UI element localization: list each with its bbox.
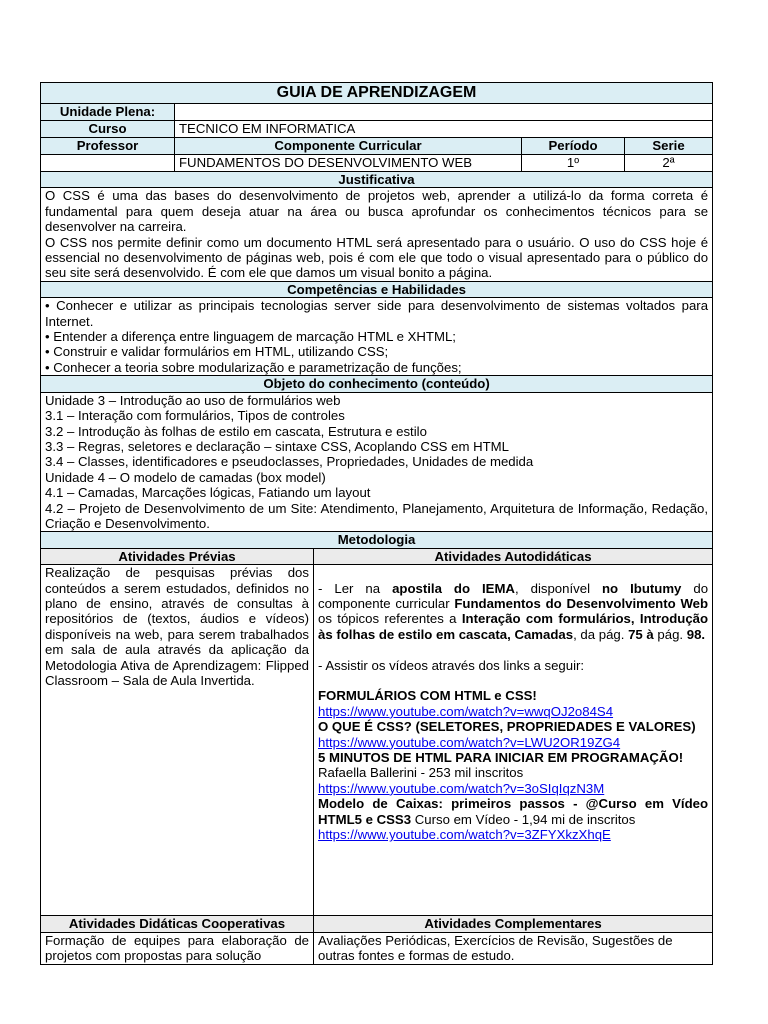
competencias-body (41, 298, 713, 376)
page-end-emphasis: 98. (686, 626, 706, 642)
competencias-heading: Competências e Habilidades (41, 281, 713, 297)
video-title: Modelo de Caixas: primeiros passos - @Curso em Vídeo HTML5 e CSS3 (318, 796, 709, 827)
justificativa-body (41, 188, 713, 281)
unidade-value (175, 104, 713, 121)
page-start-emphasis: 75 à (628, 626, 654, 642)
apostila-emphasis: apostila do IEMA (392, 580, 515, 596)
component-emphasis: Fundamentos do Desenvolvimento Web (454, 595, 709, 611)
serie-value: 2ª (625, 155, 713, 172)
conteudo-line: 3.3 – Regras, seletores e declaração – sintaxe CSS, Acoplando CSS em HTML (45, 438, 509, 454)
reading-instruction (318, 581, 708, 643)
professor-label: Professor (41, 138, 175, 155)
competencia-item: • Conhecer e utilizar as principais tecnologias server side para desenvolvimento de sistemas voltados para Internet. (45, 298, 709, 329)
reading-text: os tópicos referentes a (318, 611, 462, 627)
justificativa-paragraph-1: O CSS é uma das bases do desenvolvimento de projetos web, aprender a utilizá-lo da forma correta é fundamental para quem deseja atuar na área ou busca aprofundar os conhecimentos técnicos para se desenvolver na carreira. (45, 188, 709, 235)
reading-text: pág. (653, 626, 687, 642)
atividades-cooperativas-text: Formação de equipes para elaboração de projetos com propostas para solução (41, 932, 314, 964)
reading-text: , da pág. (573, 626, 629, 642)
justificativa-heading: Justificativa (41, 172, 713, 188)
video-title: FORMULÁRIOS COM HTML e CSS! (318, 688, 537, 704)
competencia-item: • Entender a diferença entre linguagem de marcação HTML e XHTML; (45, 329, 456, 345)
learning-guide-document (40, 82, 712, 966)
guide-table (40, 82, 713, 965)
topics-emphasis: Interação com formulários, Introdução às folhas de estilo em cascata, Camadas (318, 611, 709, 642)
conteudo-line: 4.2 – Projeto de Desenvolvimento de um Site: Atendimento, Planejamento, Arquitetura de Informação, Redação, Criação e Desenvolvimento. (45, 500, 709, 531)
atividades-autodidaticas-heading: Atividades Autodidáticas (314, 548, 713, 564)
conteudo-line: Unidade 4 – O modelo de camadas (box model) (45, 469, 326, 485)
atividades-previas-text: Realização de pesquisas prévias dos conteúdos a serem estudados, definidos no plano de ensino, através de consultas à repositórios de (textos, áudios e vídeos) disponíveis na web, para serem trabalhados em sala de aula através da aplicação da Metodologia Ativa de Aprendizagem: Flipped Classroom – Sala de Aula Invertida. (41, 565, 314, 916)
serie-label: Serie (625, 138, 713, 155)
reading-text: , disponível (514, 580, 602, 596)
document-title: GUIA DE APRENDIZAGEM (41, 83, 713, 104)
atividades-cooperativas-heading: Atividades Didáticas Cooperativas (41, 916, 314, 932)
objeto-heading: Objeto do conhecimento (conteúdo) (41, 376, 713, 392)
video-channel-info: Curso em Vídeo - 1,94 mi de inscritos (411, 811, 636, 827)
conteudo-line: 4.1 – Camadas, Marcações lógicas, Fatiando um layout (45, 485, 371, 501)
video-instruction: - Assistir os vídeos através dos links a seguir: (318, 657, 585, 673)
conteudo-line: 3.2 – Introdução às folhas de estilo em cascata, Estrutura e estilo (45, 423, 427, 439)
professor-value (41, 155, 175, 172)
atividades-complementares-heading: Atividades Complementares (314, 916, 713, 932)
atividades-complementares-text: Avaliações Periódicas, Exercícios de Revisão, Sugestões de outras fontes e formas de estudo. (314, 932, 713, 964)
video-title: O QUE É CSS? (SELETORES, PROPRIEDADES E VALORES) (318, 719, 696, 735)
video-link[interactable]: https://www.youtube.com/watch?v=3oSIqIqzN3M (318, 780, 605, 796)
video-link[interactable]: https://www.youtube.com/watch?v=wwqOJ2o84S4 (318, 703, 614, 719)
video-entry (318, 796, 708, 827)
video-link[interactable]: https://www.youtube.com/watch?v=LWU2OR19ZG4 (318, 734, 621, 750)
conteudo-line: Unidade 3 – Introdução ao uso de formulários web (45, 392, 341, 408)
competencia-item: • Construir e validar formulários em HTML, utilizando CSS; (45, 344, 389, 360)
curso-label: Curso (41, 121, 175, 138)
reading-text: do componente curricular (318, 580, 709, 611)
conteudo-line: 3.1 – Interação com formulários, Tipos de controles (45, 408, 345, 424)
periodo-value: 1º (522, 155, 625, 172)
periodo-label: Período (522, 138, 625, 155)
atividades-previas-heading: Atividades Prévias (41, 548, 314, 564)
conteudo-line: 3.4 – Classes, identificadores e pseudoclasses, Propriedades, Unidades de medida (45, 454, 534, 470)
metodologia-heading: Metodologia (41, 532, 713, 548)
reading-text: - Ler na (318, 580, 393, 596)
curso-value: TECNICO EM INFORMATICA (175, 121, 713, 138)
objeto-body (41, 392, 713, 532)
video-link[interactable]: https://www.youtube.com/watch?v=3ZFYXkzXhqE (318, 827, 611, 843)
video-title: 5 MINUTOS DE HTML PARA INICIAR EM PROGRAMAÇÃO! (318, 749, 684, 765)
justificativa-paragraph-2: O CSS nos permite definir como um documento HTML será apresentado para o usuário. O uso do CSS hoje é essencial no desenvolvimento de páginas web, pois é com ele que todo o visual apresentado para o público do seu site será desenvolvido. É com ele que damos um visual bonito a página. (45, 234, 709, 281)
video-channel-info: Rafaella Ballerini - 253 mil inscritos (318, 765, 524, 781)
componente-label: Componente Curricular (175, 138, 522, 155)
competencia-item: • Conhecer a teoria sobre modularização e parametrização de funções; (45, 359, 462, 375)
atividades-autodidaticas-body (314, 565, 713, 916)
platform-emphasis: no Ibutumy (602, 580, 682, 596)
unidade-label: Unidade Plena: (41, 104, 175, 121)
componente-value: FUNDAMENTOS DO DESENVOLVIMENTO WEB (175, 155, 522, 172)
